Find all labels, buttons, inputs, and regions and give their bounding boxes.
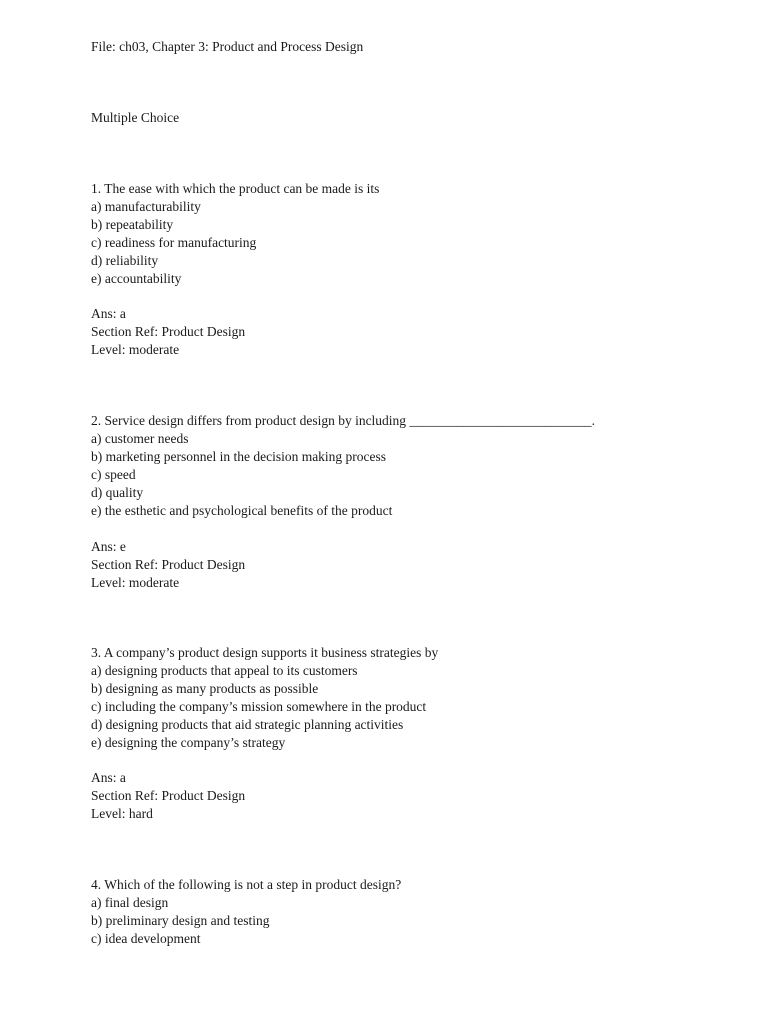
section-ref: Section Ref: Product Design (91, 324, 246, 339)
answer-key: Ans: a (91, 306, 126, 321)
answer-option: b) designing as many products as possible (91, 681, 319, 696)
answer-option: b) marketing personnel in the decision making process (91, 449, 387, 464)
section-ref: Section Ref: Product Design (91, 557, 246, 572)
section-ref: Section Ref: Product Design (91, 788, 246, 803)
question-stem: 1. The ease with which the product can be made is its (91, 181, 380, 196)
difficulty-level: Level: hard (91, 806, 153, 821)
answer-option: c) including the company’s mission somewhere in the product (91, 699, 427, 714)
section-title: Multiple Choice (91, 110, 180, 125)
answer-option: c) readiness for manufacturing (91, 235, 257, 250)
answer-option: a) customer needs (91, 431, 189, 446)
question-stem: 4. Which of the following is not a step in product design? (91, 877, 402, 892)
difficulty-level: Level: moderate (91, 342, 180, 357)
difficulty-level: Level: moderate (91, 575, 180, 590)
answer-option: e) designing the company’s strategy (91, 735, 286, 750)
answer-option: a) final design (91, 895, 169, 910)
answer-option: a) designing products that appeal to its customers (91, 663, 358, 678)
answer-option: d) quality (91, 485, 144, 500)
answer-option: c) idea development (91, 931, 201, 946)
answer-option: a) manufacturability (91, 199, 201, 214)
answer-key: Ans: e (91, 539, 126, 554)
answer-option: e) the esthetic and psychological benefits of the product (91, 503, 393, 518)
answer-option: c) speed (91, 467, 136, 482)
question-stem: 3. A company’s product design supports it business strategies by (91, 645, 439, 660)
answer-option: d) designing products that aid strategic planning activities (91, 717, 404, 732)
answer-key: Ans: a (91, 770, 126, 785)
answer-option: b) repeatability (91, 217, 174, 232)
file-header: File: ch03, Chapter 3: Product and Process Design (91, 39, 364, 54)
answer-option: d) reliability (91, 253, 159, 268)
question-stem: 2. Service design differs from product design by including ___________________________. (91, 413, 596, 428)
answer-option: e) accountability (91, 271, 182, 286)
answer-option: b) preliminary design and testing (91, 913, 270, 928)
